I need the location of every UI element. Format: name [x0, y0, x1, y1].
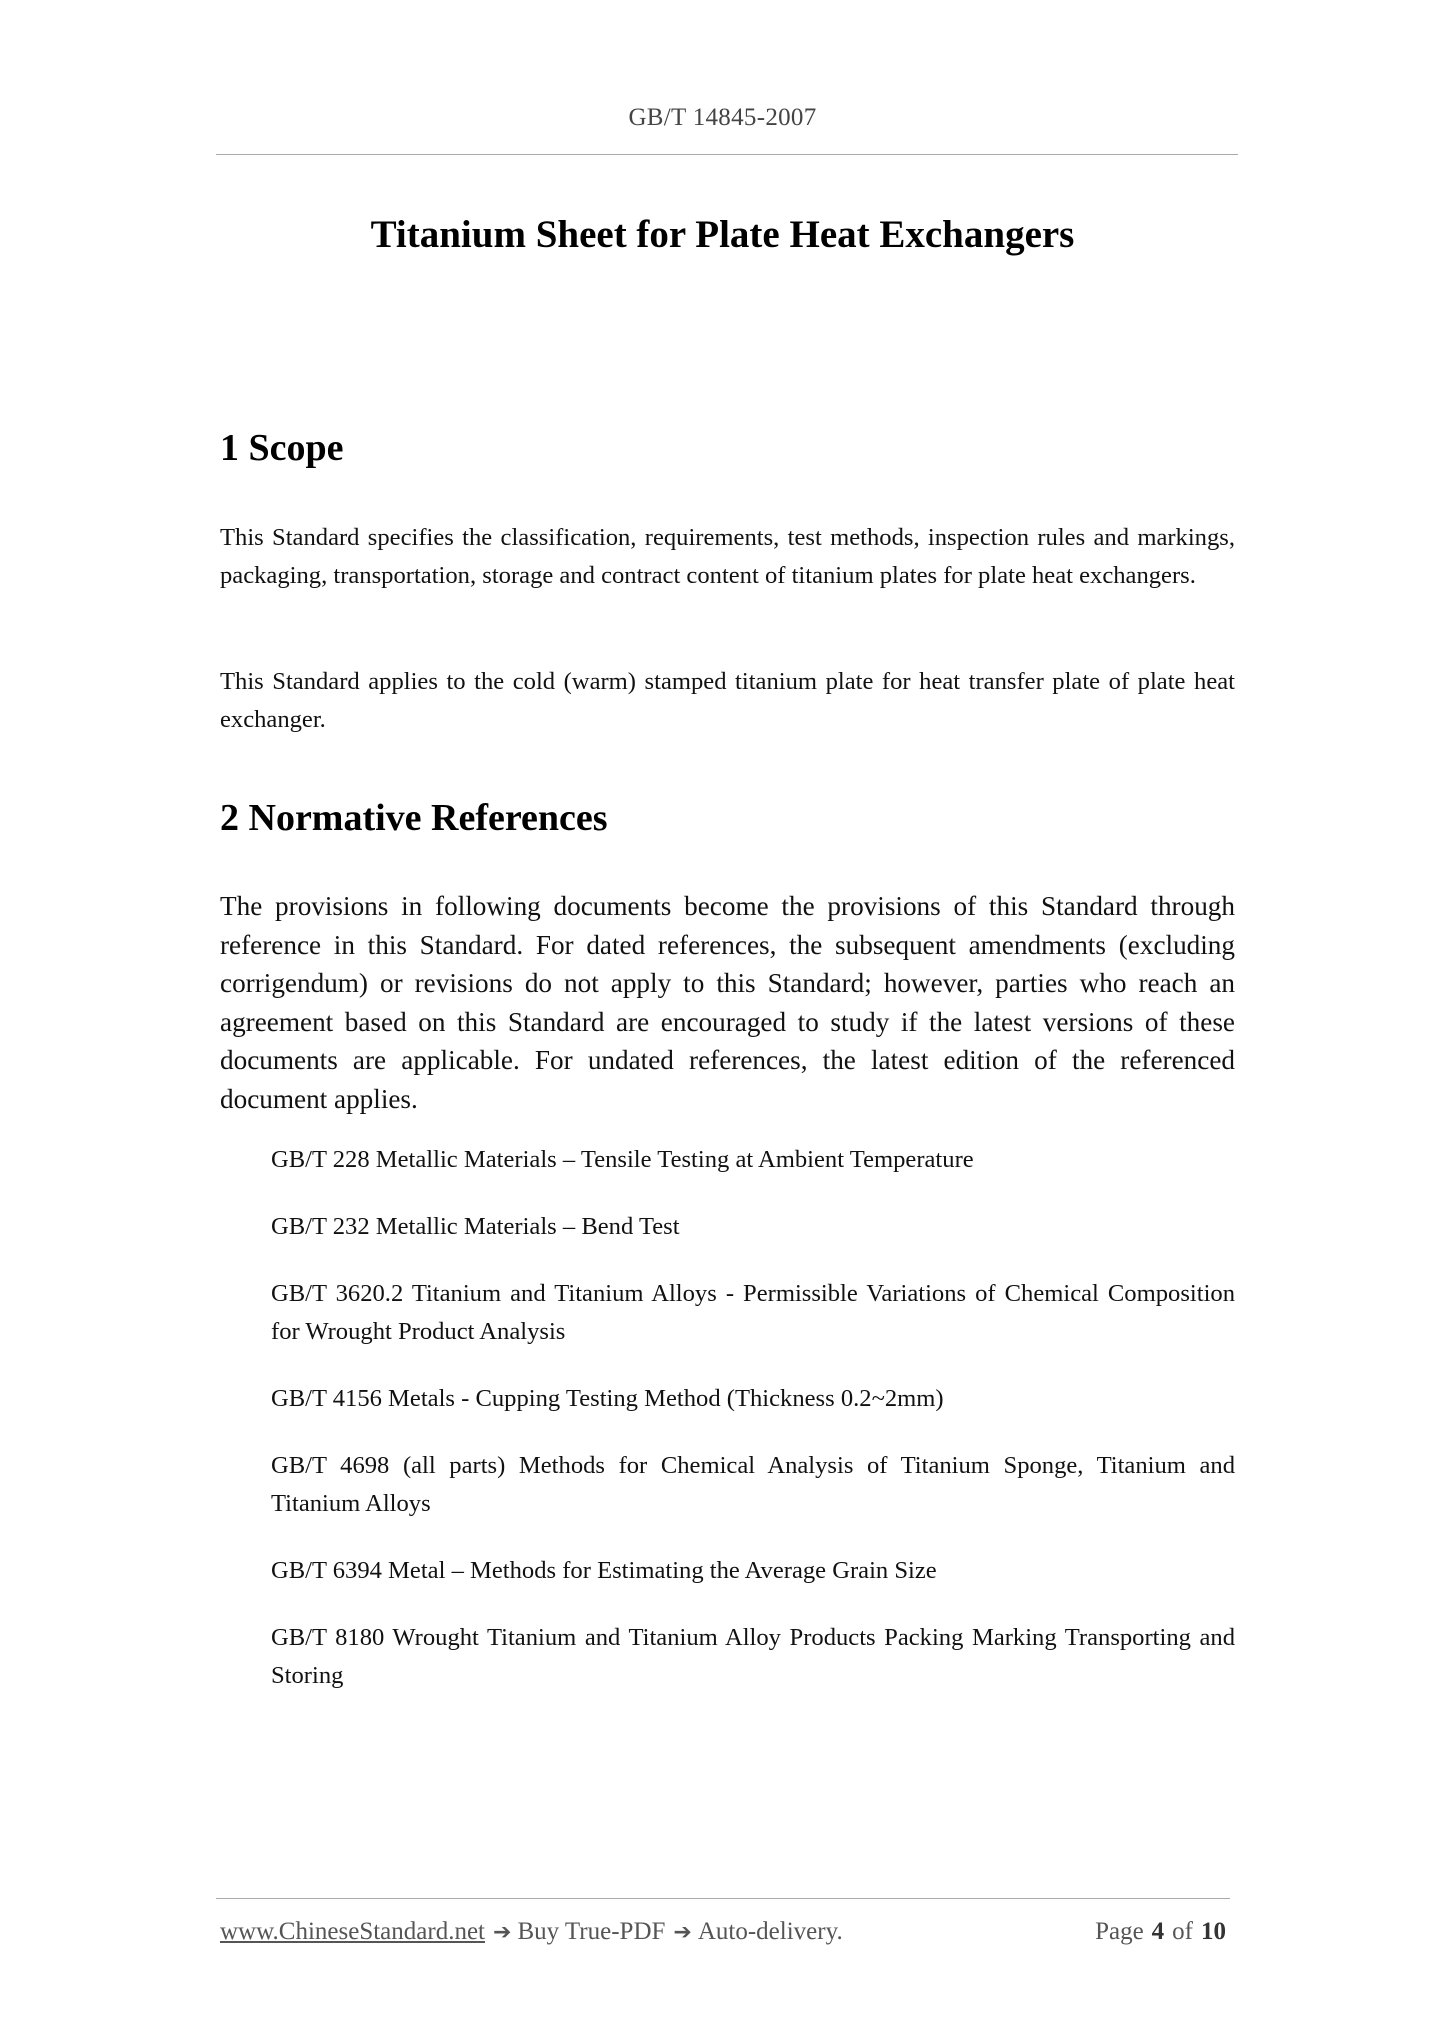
reference-item: GB/T 6394 Metal – Methods for Estimating the Average Grain Size [271, 1557, 937, 1584]
reference-item: GB/T 228 Metallic Materials – Tensile Testing at Ambient Temperature [271, 1146, 974, 1173]
arrow-right-icon: ➔ [673, 1920, 692, 1945]
buy-true-pdf-text: Buy True-PDF [517, 1918, 666, 1945]
scope-paragraph-1-wrap [220, 519, 1235, 595]
reference-item: GB/T 4698 (all parts) Methods for Chemical Analysis of Titanium Sponge, Titanium and Titanium Alloys [271, 1452, 1235, 1517]
page-footer [220, 1918, 1230, 1958]
arrow-right-icon: ➔ [493, 1920, 512, 1945]
reference-item: GB/T 3620.2 Titanium and Titanium Alloys - Permissible Variations of Chemical Composition for Wrought Product Analysis [271, 1280, 1235, 1345]
current-page-number: 4 [1151, 1918, 1165, 1945]
page-label: Page [1095, 1918, 1144, 1945]
section-normative-references [220, 794, 1235, 842]
scope-paragraph-2-wrap [220, 663, 1235, 739]
auto-delivery-text: Auto-delivery. [697, 1918, 843, 1945]
website-link[interactable]: www.ChineseStandard.net [220, 1918, 485, 1945]
page-indicator [1095, 1918, 1226, 1946]
section-scope [220, 424, 1235, 472]
of-label: of [1172, 1918, 1193, 1945]
section-heading-normative-references: 2 Normative References [220, 797, 608, 839]
section-heading-scope: 1 Scope [220, 427, 344, 469]
reference-item: GB/T 4156 Metals - Cupping Testing Method (Thickness 0.2~2mm) [271, 1385, 944, 1412]
references-intro-paragraph: The provisions in following documents become the provisions of this Standard through reference in this Standard. For dated references, the subsequent amendments (excluding corrigendum) or revisions do not apply to this Standard; however, parties who reach an agreement based on this Standard are encouraged to study if the latest versions of these documents are applicable. For undated references, the latest edition of the referenced document applies. [220, 891, 1235, 1114]
reference-item: GB/T 232 Metallic Materials – Bend Test [271, 1213, 680, 1240]
reference-list [271, 1141, 1235, 1724]
reference-item: GB/T 8180 Wrought Titanium and Titanium Alloy Products Packing Marking Transporting and Storing [271, 1624, 1235, 1689]
scope-paragraph-1: This Standard specifies the classification, requirements, test methods, inspection rules and markings, packaging, transportation, storage and contract content of titanium plates for plate heat exchangers. [220, 524, 1235, 589]
footer-promo [220, 1918, 843, 1946]
header-standard-code: GB/T 14845-2007 [628, 104, 817, 131]
header-divider [216, 154, 1238, 155]
scope-paragraph-2: This Standard applies to the cold (warm) stamped titanium plate for heat transfer plate of plate heat exchanger. [220, 668, 1235, 733]
footer-divider [216, 1898, 1230, 1899]
references-intro-wrap [220, 887, 1235, 1118]
total-pages-number: 10 [1201, 1918, 1226, 1945]
document-title: Titanium Sheet for Plate Heat Exchangers [370, 213, 1075, 256]
